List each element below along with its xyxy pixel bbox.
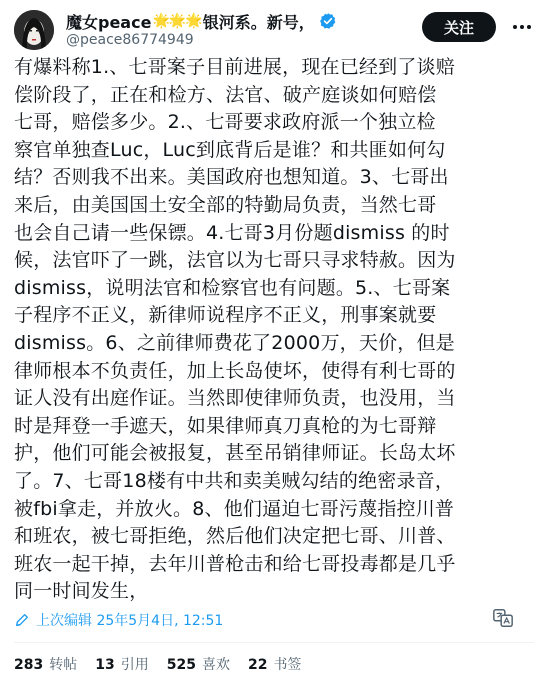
avatar[interactable] <box>14 10 54 50</box>
author-name[interactable]: 魔女peace <box>66 12 152 32</box>
quotes-stat[interactable]: 13 引用 <box>95 657 149 673</box>
edit-history-link[interactable] <box>14 608 223 632</box>
likes-stat[interactable]: 525 喜欢 <box>166 657 230 673</box>
author-name-suffix[interactable]: 银河系。新号， <box>202 12 315 32</box>
engagement-stats <box>14 654 301 674</box>
author-handle[interactable]: @peace86774949 <box>66 32 194 48</box>
reposts-stat[interactable]: 283 转帖 <box>14 657 78 673</box>
more-options-icon[interactable] <box>510 16 534 38</box>
follow-button[interactable]: 关注 <box>422 12 496 42</box>
translate-icon[interactable] <box>492 607 514 629</box>
post-body-text: 有爆料称1.、七哥案子目前进展，现在已经到了谈赔 偿阶段了，正在和检方、法官、破产庭谈如何赔偿 七哥，赔偿多少。2.、七哥要求政府派一个独立检 察官单独查Luc，Luc到底背后是谁？和共匪如何勾 结？否则我不出来。美国政府也想知道。3、七哥出 来后，由美国国土安全部的特勤局负责，当然七哥 也会自己请一些保镖。4.七哥3月份题dismiss 的时 候，法官吓了一跳，法官以为七哥只寻求特赦。因为 dismiss，说明法官和检察官也有问题。5.、七哥案 子程序不正义，新律师说程序不正义，刑事案就要 dismiss。6、之前律师费花了2000万，天价，但是 律师根本不负责任，加上长岛使坏，使得有利七哥的 证人没有出庭作证。当然即使律师负责，也没用，当 时是拜登一手遮天，如果律师真刀真枪的为七哥辩 护，他们可能会被报复，甚至吊销律师证。长岛太坏 了。7、七哥18楼有中共和卖美贼勾结的绝密录音， 被fbi拿走，并放火。8、他们逼迫七哥污蔑指控川普 和班农，被七哥拒绝，然后他们决定把七哥、川普、 班农一起干掉，去年川普枪击和给七哥投毒都是几乎 同一时间发生， <box>14 56 456 603</box>
post-header <box>14 10 534 54</box>
star-emoji-icons: 🌟🌟🌟 <box>152 13 202 29</box>
divider <box>14 642 534 643</box>
bookmarks-stat[interactable]: 22 书签 <box>247 657 302 673</box>
pencil-icon <box>14 612 30 628</box>
author-name-row[interactable] <box>66 10 337 32</box>
verified-badge-icon <box>319 12 337 30</box>
edit-timestamp[interactable]: 上次编辑 25年5月4日, 12:51 <box>36 613 224 629</box>
